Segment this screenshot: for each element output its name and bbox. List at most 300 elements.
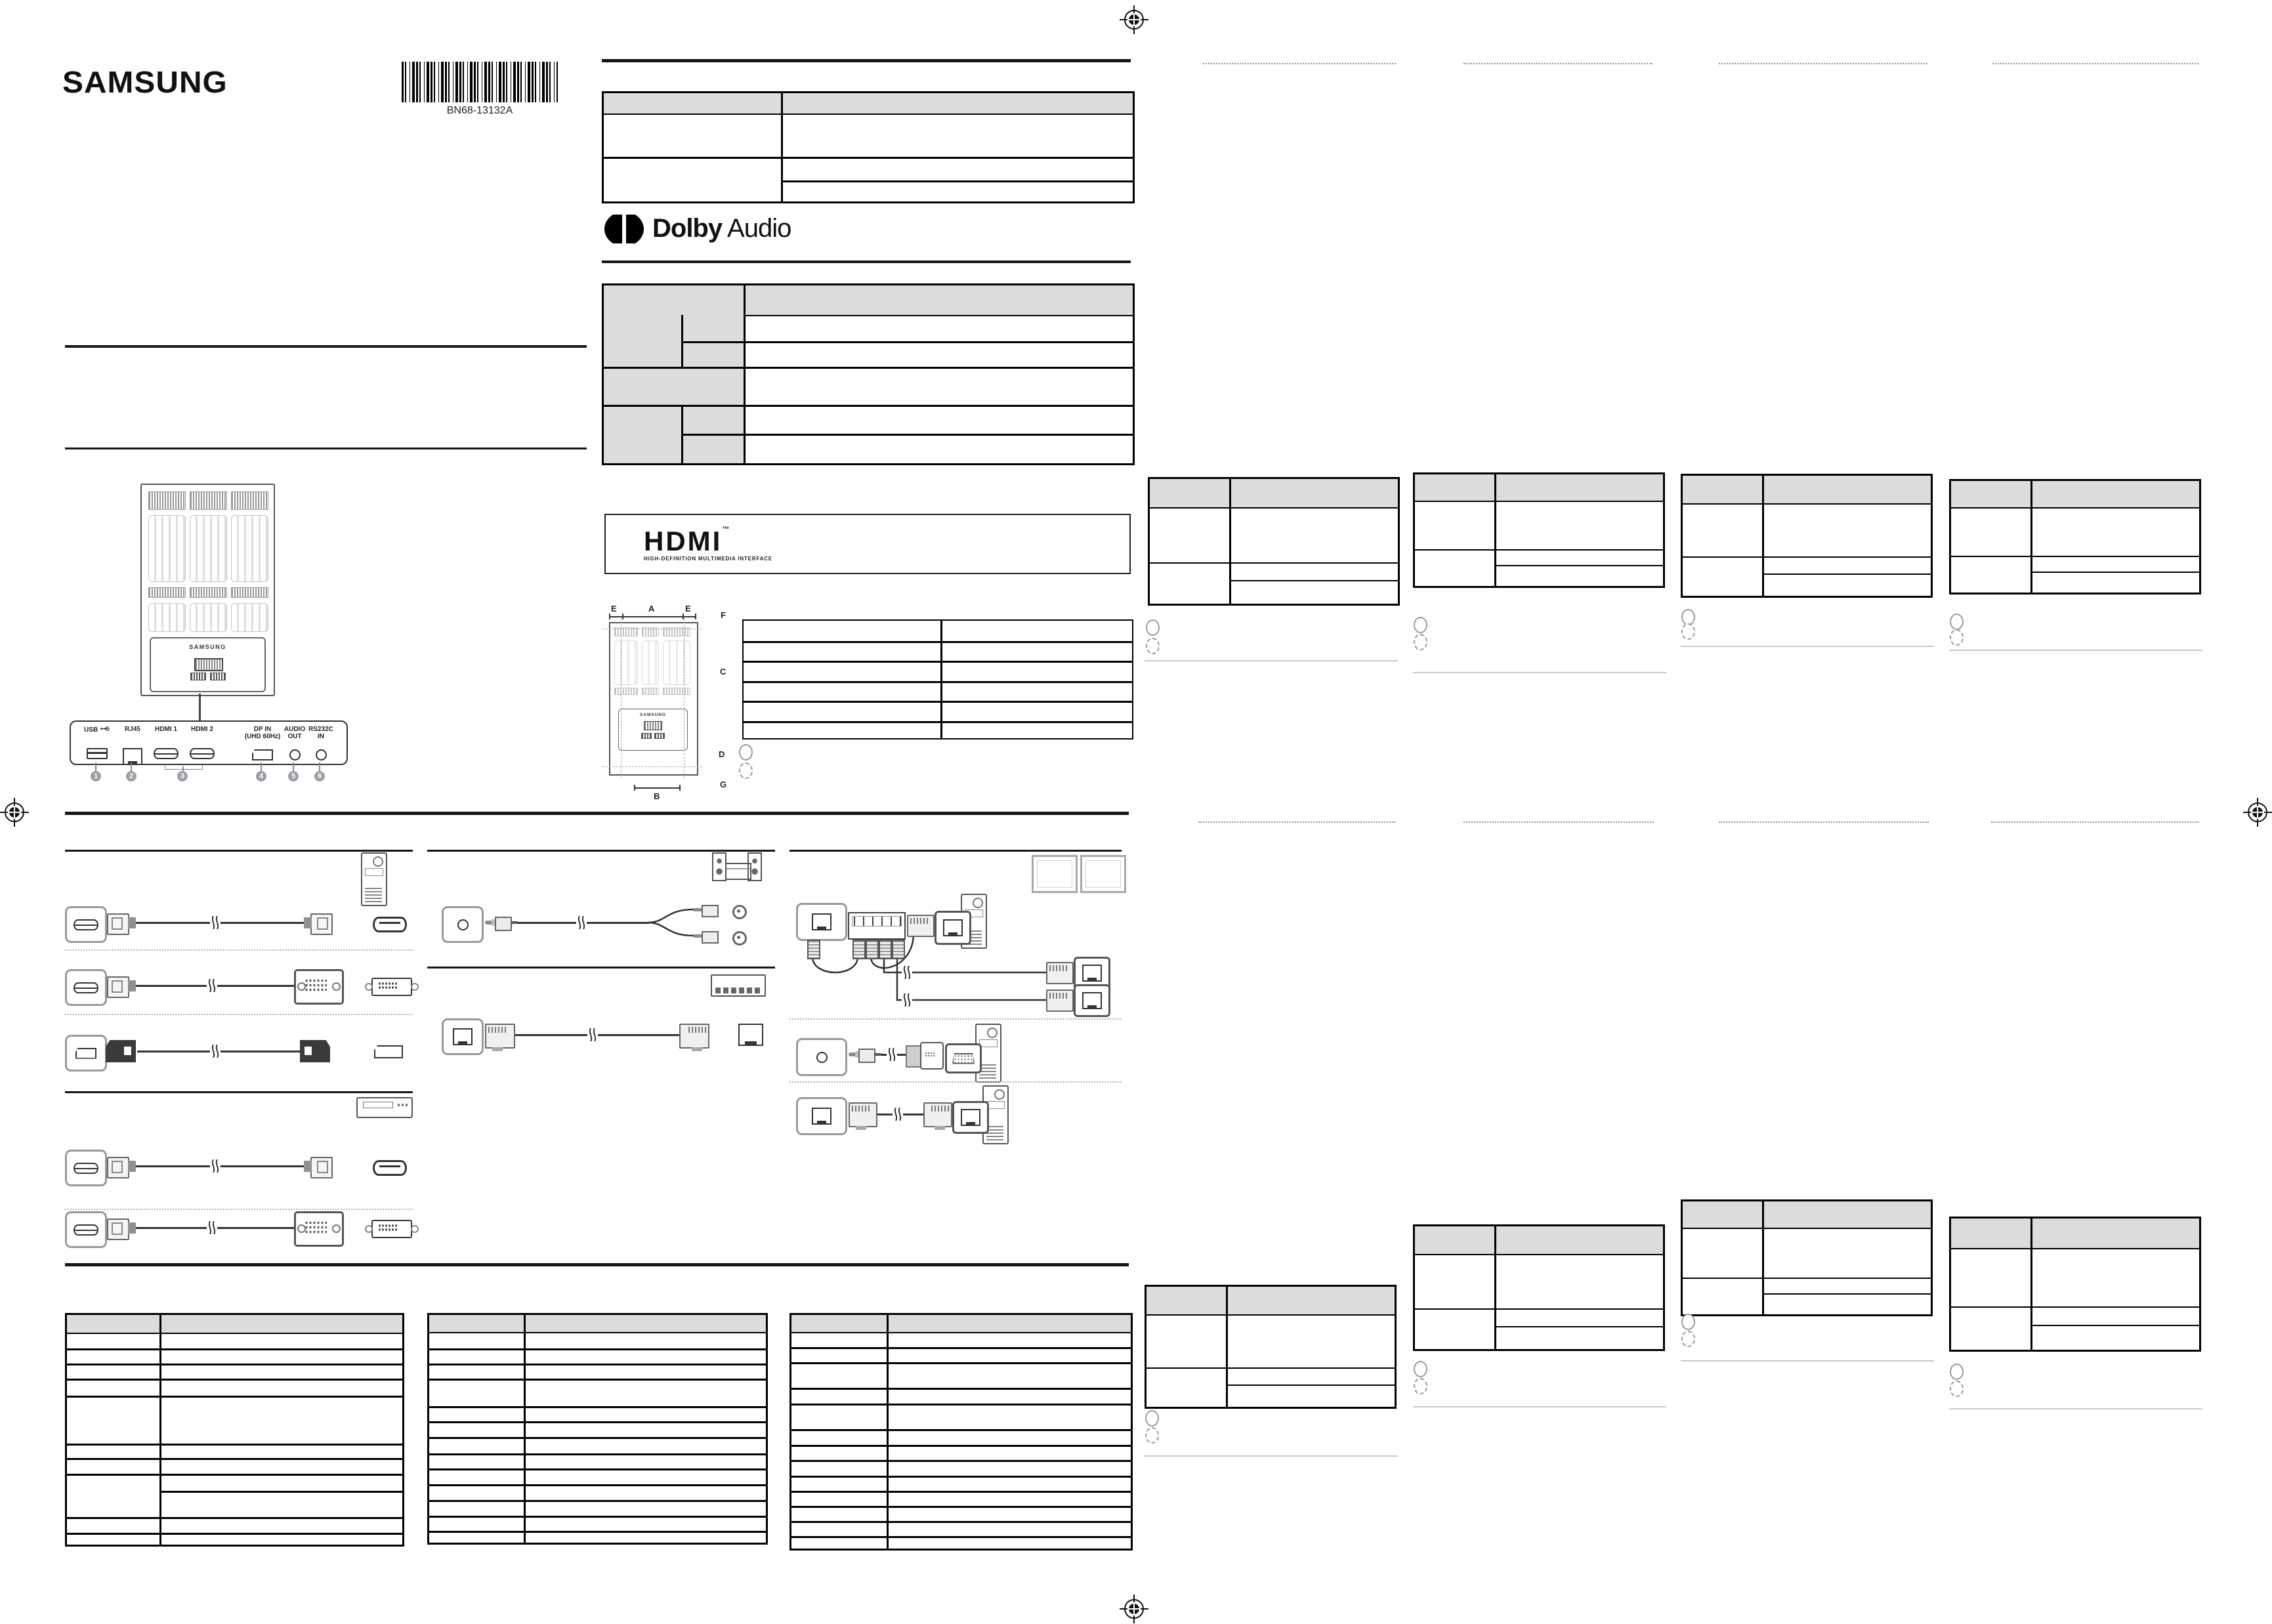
legend-circle-solid xyxy=(1145,1410,1159,1426)
table-line xyxy=(429,1379,766,1381)
table-line xyxy=(1226,1287,1228,1407)
dim-label-e2: E xyxy=(685,604,691,614)
table-line xyxy=(791,1476,1131,1478)
mount-slots xyxy=(231,603,268,632)
dim-label-b: B xyxy=(654,791,660,801)
rca-split xyxy=(646,899,695,946)
table-row xyxy=(1415,551,1663,586)
callout-badge: 2 xyxy=(126,771,137,781)
table-line xyxy=(524,1315,526,1543)
fold-line xyxy=(1203,63,1396,64)
audio-system-icon xyxy=(712,851,762,881)
table-header xyxy=(604,285,1133,316)
dp-icon xyxy=(75,1048,96,1059)
license-table xyxy=(602,91,1135,203)
table-row xyxy=(1683,558,1931,596)
cable-break xyxy=(587,1028,598,1041)
table-subrow xyxy=(1415,566,1663,586)
table-header xyxy=(1147,1287,1395,1316)
table-line xyxy=(429,1468,766,1470)
mini-spec-table xyxy=(1681,474,1933,598)
connector-block xyxy=(194,658,223,671)
dim-label-a: A xyxy=(648,604,655,614)
port-sublabel: (UHD 60Hz) xyxy=(244,733,281,740)
footer-line xyxy=(1145,1455,1398,1457)
legend-circle-dashed xyxy=(1146,638,1160,654)
mini-spec-table xyxy=(1413,472,1665,588)
legend-circle-dashed xyxy=(1145,1427,1159,1444)
table-line xyxy=(744,641,1132,643)
table-line xyxy=(791,1404,1131,1405)
table-subrow xyxy=(1150,581,1398,604)
table-header xyxy=(1415,474,1663,502)
vent-grille xyxy=(231,587,268,598)
dp-port xyxy=(65,1035,107,1072)
mount-slots xyxy=(148,515,186,582)
table-line xyxy=(744,701,1132,703)
spec-table-a xyxy=(65,1313,404,1547)
row-separator xyxy=(65,1209,413,1210)
table-line xyxy=(67,1517,402,1519)
row-separator xyxy=(789,1081,1122,1083)
rear-panel xyxy=(150,637,266,692)
table-line xyxy=(781,180,1133,182)
table-subrow xyxy=(1762,1279,1931,1295)
barcode xyxy=(402,62,558,102)
legend-circle-dashed xyxy=(1681,623,1695,640)
badge-tick xyxy=(319,762,320,771)
legend-circle-solid xyxy=(739,744,753,760)
port-group-hdmi2 xyxy=(181,726,223,733)
table-header xyxy=(1951,481,2199,509)
mount-slots xyxy=(190,603,227,632)
mount-slots xyxy=(231,515,268,582)
lan-cable-plug xyxy=(849,1102,877,1127)
rj45-icon xyxy=(812,1108,831,1125)
dvi-icon xyxy=(371,1220,412,1238)
table-line xyxy=(681,315,683,367)
legend-circle-solid xyxy=(1414,617,1427,633)
dim-label-f: F xyxy=(721,610,726,620)
table-line xyxy=(429,1421,766,1423)
table-line xyxy=(67,1348,402,1350)
lan-cable-plug xyxy=(923,1102,952,1127)
rca-jack-icon xyxy=(732,931,747,946)
table-line xyxy=(791,1347,1131,1349)
table-line xyxy=(429,1437,766,1439)
column-rule xyxy=(65,850,413,852)
callout-badge: 6 xyxy=(314,771,325,781)
mini-spec-table xyxy=(1681,1199,1933,1316)
table-line xyxy=(67,1474,402,1476)
table-line xyxy=(1762,1201,1764,1314)
dimensions-table xyxy=(742,619,1133,739)
table-row xyxy=(1683,1229,1931,1279)
table-subrow xyxy=(1147,1386,1395,1407)
dim-label-g: G xyxy=(720,780,727,789)
section-rule xyxy=(65,1263,1129,1266)
table-line xyxy=(940,621,942,738)
vent-grille xyxy=(190,491,227,510)
section-rule xyxy=(602,260,1131,263)
cable-break xyxy=(576,916,587,929)
port-sublabel: IN xyxy=(318,733,324,740)
table-line xyxy=(67,1364,402,1365)
legend-circle-solid xyxy=(1146,619,1160,636)
table-header xyxy=(1683,1201,1931,1229)
section-rule xyxy=(602,59,1131,62)
pc-icon xyxy=(361,852,387,906)
table-line xyxy=(791,1388,1131,1390)
rj45-port xyxy=(796,903,847,941)
table-line xyxy=(791,1536,1131,1538)
audio-jack-icon xyxy=(457,919,469,930)
footer-line xyxy=(1413,672,1666,673)
table-subrow xyxy=(1415,1327,1663,1349)
table-row xyxy=(1683,505,1931,558)
legend-circle-dashed xyxy=(1414,1378,1427,1394)
vent-grille xyxy=(231,491,268,510)
cable-break xyxy=(207,1221,217,1234)
table-line xyxy=(681,341,1133,343)
table-subrow xyxy=(1683,575,1931,596)
dolby-double-d-icon xyxy=(604,215,644,243)
table-line xyxy=(744,285,746,463)
table-line xyxy=(429,1348,766,1350)
table-subrow xyxy=(1951,573,2199,593)
footer-line xyxy=(1145,660,1398,661)
badge-tick xyxy=(293,762,294,771)
cable-break xyxy=(207,979,217,992)
table-row xyxy=(1683,1279,1931,1314)
port-label: RS232C xyxy=(308,726,333,733)
footer-line xyxy=(1413,1406,1666,1407)
mount-slots xyxy=(148,603,186,632)
table-line xyxy=(159,1491,402,1493)
vent-grille xyxy=(148,587,186,598)
lan-connector xyxy=(807,940,820,959)
vent-grille xyxy=(190,587,227,598)
callout-badge: 4 xyxy=(256,771,266,781)
table-subrow xyxy=(1226,1369,1395,1386)
table-line xyxy=(67,1533,402,1535)
registration-mark xyxy=(1120,5,1148,34)
column-rule xyxy=(65,1091,413,1093)
fold-line xyxy=(1991,822,2198,823)
lan-cable-plug xyxy=(485,1024,515,1049)
spec-table-b xyxy=(427,1313,768,1545)
trademark-symbol: ™ xyxy=(722,526,732,533)
cable-break xyxy=(210,916,221,929)
hdmi-icon xyxy=(373,917,407,932)
hdmi-icon xyxy=(74,982,98,993)
table-line xyxy=(429,1516,766,1518)
dim-label-c: C xyxy=(720,667,726,677)
section-rule xyxy=(65,345,587,348)
dvd-player-icon xyxy=(356,1097,413,1118)
mini-spec-table xyxy=(1413,1224,1665,1351)
registration-mark xyxy=(2243,798,2272,827)
table-line xyxy=(604,405,1133,407)
table-subrow xyxy=(2030,557,2199,573)
spec-table-c xyxy=(789,1313,1133,1551)
rear-view-diagram xyxy=(140,484,275,696)
rj45-icon xyxy=(943,919,963,936)
hdmi-plug xyxy=(107,1218,136,1238)
badge-tick xyxy=(182,766,184,771)
table-header xyxy=(604,93,1133,115)
table-line xyxy=(429,1531,766,1533)
table-line xyxy=(791,1491,1131,1493)
table-subrow xyxy=(1951,1326,2199,1350)
rj45-port xyxy=(796,1097,847,1135)
table-line xyxy=(604,157,1133,159)
cable-break xyxy=(210,1045,221,1058)
table-row xyxy=(1150,564,1398,604)
table-line xyxy=(791,1460,1131,1462)
dvi-connector xyxy=(294,1211,344,1247)
dim-rear-panel xyxy=(618,709,688,751)
legend-circle-solid xyxy=(1681,1314,1695,1330)
dp-port-icon xyxy=(252,749,273,760)
mini-spec-table xyxy=(1949,1217,2201,1352)
hdmi-plug xyxy=(304,913,333,932)
usb-port-icon xyxy=(87,748,108,759)
hdmi-icon xyxy=(74,1224,98,1236)
rca-plug xyxy=(694,905,721,915)
monitor-icon xyxy=(1080,855,1126,893)
dimension-outline xyxy=(609,622,698,776)
badge-tick xyxy=(261,762,262,771)
dolby-audio-logo xyxy=(604,214,791,243)
table-line xyxy=(429,1453,766,1455)
lan-cable-plug xyxy=(679,1024,709,1049)
table-row xyxy=(1147,1369,1395,1407)
row-separator xyxy=(789,1018,1122,1020)
lan-cable-plug xyxy=(1046,989,1074,1012)
registration-mark xyxy=(1120,1594,1148,1623)
barcode-label: BN68-13132A xyxy=(446,105,513,116)
table-line xyxy=(429,1406,766,1408)
samsung-logo: SAMSUNG xyxy=(62,65,228,99)
table-header xyxy=(429,1315,766,1333)
table-header xyxy=(1683,476,1931,505)
hdmi-tagline: HIGH-DEFINITION MULTIMEDIA INTERFACE xyxy=(644,556,772,562)
table-line xyxy=(781,93,783,201)
lan-connector xyxy=(866,940,879,959)
table-line xyxy=(604,367,1133,369)
table-subrow xyxy=(1683,1295,1931,1314)
mini-spec-table xyxy=(1148,477,1400,606)
fold-line xyxy=(1198,822,1395,823)
legend-circle-dashed xyxy=(1950,1381,1964,1397)
rj45-icon xyxy=(961,1109,980,1126)
serial-port-icon xyxy=(952,1053,975,1064)
table-line xyxy=(67,1458,402,1460)
hdmi-icon xyxy=(74,919,98,930)
callout-badge: 3 xyxy=(177,771,188,781)
stereo-plug xyxy=(485,917,518,928)
footer-line xyxy=(1681,646,1934,647)
section-rule xyxy=(65,812,1129,815)
stereo-plug xyxy=(849,1049,881,1060)
dsub-connector xyxy=(906,1039,944,1071)
table-line xyxy=(681,405,683,463)
table-line xyxy=(791,1429,1131,1431)
table-line xyxy=(744,661,1132,663)
port-label: HDMI 1 xyxy=(155,726,177,733)
rj45-jack-icon xyxy=(738,1024,763,1046)
port-sublabel: OUT xyxy=(287,733,302,740)
cable-break xyxy=(210,1159,221,1173)
legend-circle-solid xyxy=(1950,1364,1964,1380)
lan-connector xyxy=(852,940,866,959)
dp-icon xyxy=(374,1045,403,1058)
badge-tick xyxy=(95,762,96,771)
rj45-icon xyxy=(453,1028,473,1045)
port-label: RJ45 xyxy=(125,726,140,733)
table-line xyxy=(887,1315,889,1549)
fold-line xyxy=(1719,822,1929,823)
table-line xyxy=(791,1445,1131,1447)
mount-slots xyxy=(190,515,227,582)
rs232c-port xyxy=(796,1038,847,1076)
table-line xyxy=(744,721,1132,723)
hdmi-pair-bracket xyxy=(165,763,203,770)
footer-line xyxy=(1949,1408,2202,1409)
dim-label-e1: E xyxy=(611,604,617,614)
column-rule xyxy=(427,967,775,968)
legend-circle-solid xyxy=(1414,1361,1427,1377)
table-line xyxy=(744,681,1132,683)
footer-line xyxy=(1681,1360,1934,1362)
row-separator xyxy=(65,1014,413,1015)
table-row xyxy=(1951,1308,2199,1350)
mini-spec-table xyxy=(1949,479,2201,594)
table-line xyxy=(681,434,1133,436)
hdmi-port-icon xyxy=(190,748,215,759)
table-line xyxy=(67,1379,402,1381)
hdmi-icon xyxy=(373,1160,407,1176)
lan-cable-plug xyxy=(1046,962,1074,984)
legend-circle-dashed xyxy=(1950,629,1964,646)
table-header xyxy=(1150,479,1398,509)
row-separator xyxy=(65,949,413,951)
hdmi-plug xyxy=(304,1157,333,1176)
table-row xyxy=(1415,502,1663,551)
hdmi-port xyxy=(65,969,107,1006)
table-line xyxy=(67,1444,402,1446)
port-label: AUDIO xyxy=(284,726,306,733)
cable-break xyxy=(902,966,912,979)
hdmi-plug xyxy=(107,976,136,995)
rs232c-jack-icon xyxy=(816,1052,828,1063)
dolby-wordmark: Dolby Audio xyxy=(652,214,791,243)
table-row xyxy=(1951,557,2199,593)
samsung-dim-brand: SAMSUNG xyxy=(639,713,667,717)
connector-grille xyxy=(210,673,226,680)
rj45-jack-plate xyxy=(935,911,971,945)
section-rule xyxy=(65,448,587,449)
samsung-rear-brand: SAMSUNG xyxy=(189,644,226,650)
table-line xyxy=(1229,479,1231,604)
fold-line xyxy=(1463,63,1652,64)
column-rule xyxy=(789,850,1122,852)
table-line xyxy=(1762,476,1764,596)
footer-line xyxy=(1949,650,2202,651)
port-label: DP IN xyxy=(253,726,272,733)
dvi-icon xyxy=(371,978,412,996)
network-hub-icon xyxy=(848,912,906,940)
table-subrow xyxy=(1762,558,1931,575)
table-line xyxy=(159,1315,161,1545)
lan-connector xyxy=(879,940,892,959)
legend-circle-dashed xyxy=(1681,1331,1695,1347)
table-line xyxy=(429,1500,766,1502)
network-switch-icon xyxy=(711,974,766,997)
fold-line xyxy=(1719,63,1927,64)
centerline xyxy=(602,766,702,767)
dp-plug xyxy=(300,1040,330,1062)
rca-jack-icon xyxy=(732,905,747,919)
table-subrow xyxy=(1229,564,1398,581)
dim-line xyxy=(634,787,680,789)
table-row xyxy=(1150,509,1398,564)
legend-circle-dashed xyxy=(1414,634,1427,650)
monitor-icon xyxy=(1032,855,1078,893)
rj45-jack-plate xyxy=(1074,984,1110,1017)
hdmi-plug xyxy=(107,913,136,932)
callout-badge: 5 xyxy=(288,771,299,781)
rj45-port xyxy=(442,1018,484,1055)
table-header xyxy=(1951,1218,2199,1249)
serial-port-plate xyxy=(945,1043,982,1073)
table-line xyxy=(2030,1218,2032,1350)
dvi-connector xyxy=(294,969,344,1005)
table-row xyxy=(1415,1310,1663,1349)
audio-out-port xyxy=(442,906,484,943)
table-line xyxy=(791,1362,1131,1364)
dim-label-d: D xyxy=(719,749,725,759)
table-header xyxy=(791,1315,1131,1333)
mini-spec-table xyxy=(1145,1285,1397,1409)
table-row xyxy=(1147,1316,1395,1369)
dp-plug xyxy=(106,1040,136,1062)
table-line xyxy=(2030,481,2032,593)
table-subrow xyxy=(1494,551,1663,566)
hdmi-icon xyxy=(74,1163,98,1174)
port-label: USB xyxy=(84,726,98,734)
hdmi-wordmark: HDMI™ xyxy=(644,526,732,556)
hdmi-port xyxy=(65,1150,107,1186)
rj45-icon xyxy=(1082,965,1102,982)
table-row xyxy=(1415,1255,1663,1310)
connector-grille xyxy=(190,673,206,680)
rj45-icon xyxy=(1082,992,1102,1009)
cable-break xyxy=(902,993,912,1007)
fold-line xyxy=(1992,63,2198,64)
table-line xyxy=(429,1364,766,1365)
rj45-jack-plate xyxy=(952,1101,989,1134)
table-subrow xyxy=(2030,1308,2199,1326)
table-line xyxy=(791,1521,1131,1523)
table-header xyxy=(67,1315,402,1334)
rj45-port-icon xyxy=(123,748,142,765)
table-line xyxy=(1494,1226,1496,1349)
legend-circle-solid xyxy=(1950,614,1964,630)
license-table-2 xyxy=(602,283,1135,465)
rca-plug xyxy=(694,931,721,941)
